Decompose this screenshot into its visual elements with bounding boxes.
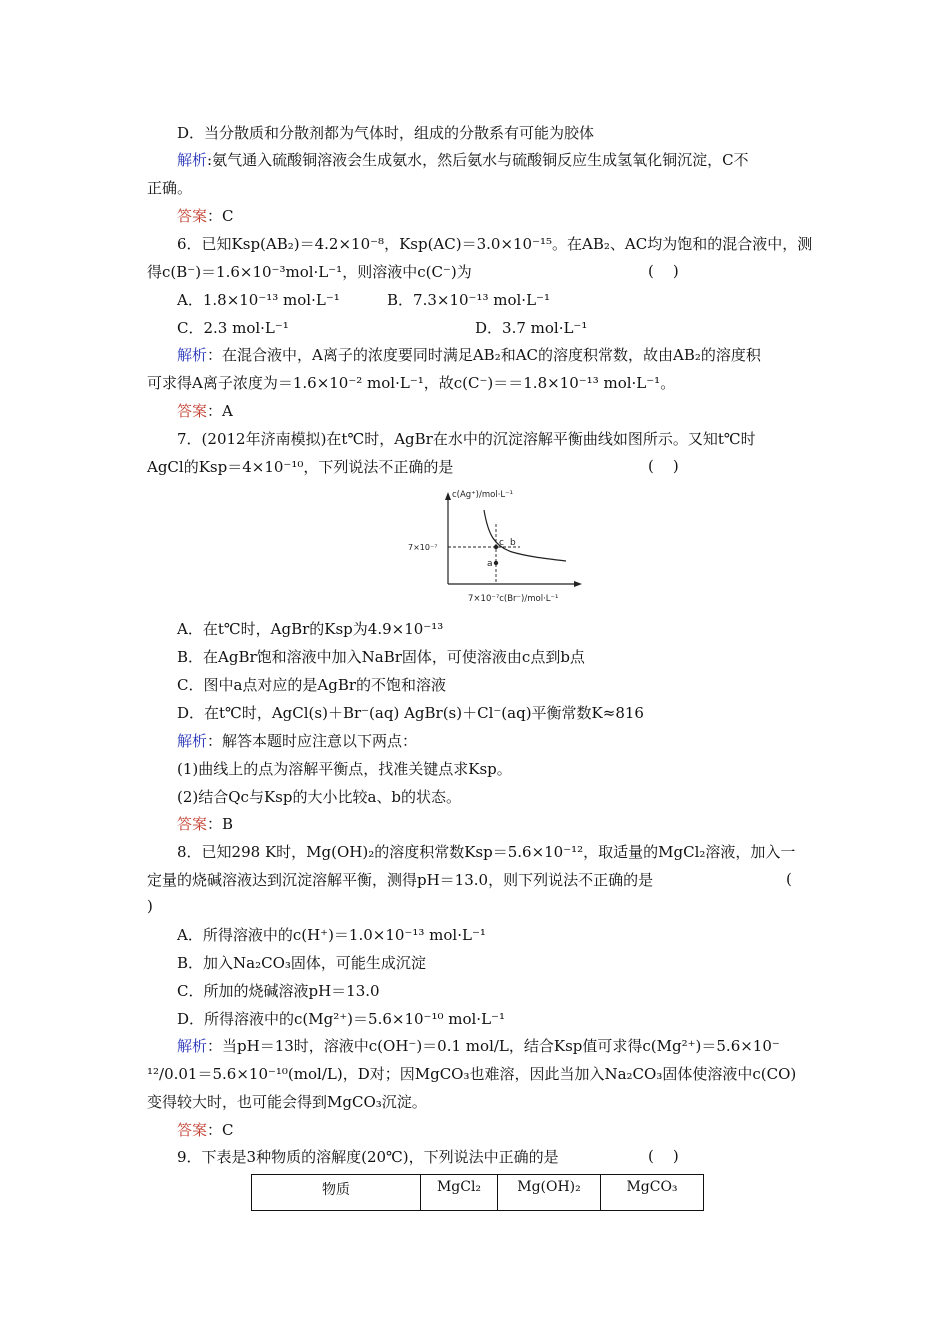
q6-option-c: C．2.3 mol·L⁻¹ bbox=[177, 319, 289, 337]
agbr-solubility-curve-figure bbox=[400, 484, 590, 608]
q6-option-b: B．7.3×10⁻¹³ mol·L⁻¹ bbox=[387, 291, 550, 309]
q8-option-c: C．所加的烧碱溶液pH＝13.0 bbox=[177, 982, 380, 1000]
point-b-label: b bbox=[510, 538, 516, 548]
q8-stem-line2: 定量的烧碱溶液达到沉淀溶解平衡，测得pH＝13.0，则下列说法不正确的是 bbox=[147, 871, 654, 889]
analysis-label: 解析 bbox=[177, 346, 208, 364]
analysis-label: 解析 bbox=[177, 151, 208, 169]
q8-stem-line1: 8．已知298 K时，Mg(OH)₂的溶度积常数Ksp＝5.6×10⁻¹²，取适量的MgCl₂溶液，加入一 bbox=[177, 843, 796, 861]
q8-analysis-line1: 解析：当pH＝13时，溶液中c(OH⁻)＝0.1 mol/L，结合Ksp值可求得c(Mg²⁺)＝5.6×10⁻ bbox=[177, 1037, 780, 1055]
table-header-row bbox=[252, 1175, 704, 1211]
q8-answer-paren-close: ) bbox=[147, 897, 153, 915]
q7-analysis-line1: 解析：解答本题时应注意以下两点： bbox=[177, 732, 418, 750]
answer-label: 答案 bbox=[177, 207, 208, 225]
point-c-label: c bbox=[499, 538, 504, 548]
q7-answer: 答案：B bbox=[177, 815, 234, 833]
y-tick-label: 7×10⁻⁷ bbox=[408, 543, 438, 552]
table-header-cell: Mg(OH)₂ bbox=[498, 1175, 601, 1211]
q7-stem-line1: 7．(2012年济南模拟)在t℃时，AgBr在水中的沉淀溶解平衡曲线如图所示。又知t℃时 bbox=[177, 430, 756, 448]
answer-label: 答案 bbox=[177, 1121, 208, 1139]
x-axis-arrow bbox=[574, 581, 582, 587]
analysis-label: 解析 bbox=[177, 732, 208, 750]
y-axis-arrow bbox=[445, 492, 451, 500]
q8-answer-paren-open: ( bbox=[786, 870, 792, 888]
table-header-cell: MgCl₂ bbox=[421, 1175, 498, 1211]
q7-option-a: A．在t℃时，AgBr的Ksp为4.9×10⁻¹³ bbox=[177, 620, 444, 638]
q8-option-b: B．加入Na₂CO₃固体，可能生成沉淀 bbox=[177, 954, 426, 972]
q9-answer-paren: ( ) bbox=[648, 1147, 679, 1165]
q9-stem: 9．下表是3种物质的溶解度(20℃)，下列说法中正确的是 bbox=[177, 1148, 559, 1166]
q7-analysis-line2: (1)曲线上的点为溶解平衡点，找准关键点求Ksp。 bbox=[177, 760, 512, 778]
x-axis-label: 7×10⁻⁷c(Br⁻)/mol·L⁻¹ bbox=[468, 594, 559, 604]
q5-answer: 答案：C bbox=[177, 207, 234, 225]
table-header-cell: 物质 bbox=[252, 1175, 421, 1211]
q6-answer-paren: ( ) bbox=[648, 262, 679, 280]
q6-option-d: D．3.7 mol·L⁻¹ bbox=[475, 319, 588, 337]
point-a bbox=[494, 561, 498, 565]
point-c bbox=[494, 545, 498, 549]
q7-option-b: B．在AgBr饱和溶液中加入NaBr固体，可使溶液由c点到b点 bbox=[177, 648, 585, 666]
q5-analysis-line2: 正确。 bbox=[147, 179, 193, 197]
y-axis-label: c(Ag⁺)/mol·L⁻¹ bbox=[452, 490, 514, 500]
q6-stem-line1: 6．已知Ksp(AB₂)＝4.2×10⁻⁸，Ksp(AC)＝3.0×10⁻¹⁵。在AB₂、AC均为饱和的混合液中，测 bbox=[177, 235, 813, 253]
q7-stem-line2: AgCl的Ksp＝4×10⁻¹⁰，下列说法不正确的是 bbox=[147, 458, 454, 476]
q8-analysis-line3: 变得较大时，也可能会得到MgCO₃沉淀。 bbox=[147, 1093, 427, 1111]
q8-option-a: A．所得溶液中的c(H⁺)＝1.0×10⁻¹³ mol·L⁻¹ bbox=[177, 926, 486, 944]
q7-option-c: C．图中a点对应的是AgBr的不饱和溶液 bbox=[177, 676, 447, 694]
table-header-cell: MgCO₃ bbox=[601, 1175, 704, 1211]
q8-analysis-line2: ¹²/0.01＝5.6×10⁻¹⁰(mol/L)，D对；因MgCO₃也难溶，因此当加入Na₂CO₃固体使溶液中c(CO) bbox=[147, 1065, 797, 1083]
q7-answer-paren: ( ) bbox=[648, 457, 679, 475]
q6-analysis-line2: 可求得A离子浓度为＝1.6×10⁻² mol·L⁻¹，故c(C⁻)＝＝1.8×10⁻¹³ mol·L⁻¹。 bbox=[147, 374, 676, 392]
solubility-table bbox=[251, 1174, 704, 1211]
point-a-label: a bbox=[487, 559, 493, 569]
q6-analysis-line1: 解析：在混合液中，A离子的浓度要同时满足AB₂和AC的溶度积常数，故由AB₂的溶度积 bbox=[177, 346, 761, 364]
analysis-label: 解析 bbox=[177, 1037, 208, 1055]
q6-option-a: A．1.8×10⁻¹³ mol·L⁻¹ bbox=[177, 291, 340, 309]
q5-analysis-line1: 解析:氨气通入硫酸铜溶液会生成氨水，然后氨水与硫酸铜反应生成氢氧化铜沉淀，C不 bbox=[177, 151, 749, 169]
answer-label: 答案 bbox=[177, 815, 208, 833]
q8-option-d: D．所得溶液中的c(Mg²⁺)＝5.6×10⁻¹⁰ mol·L⁻¹ bbox=[177, 1010, 505, 1028]
answer-label: 答案 bbox=[177, 402, 208, 420]
q8-answer: 答案：C bbox=[177, 1121, 234, 1139]
q7-option-d: D．在t℃时，AgCl(s)＋Br⁻(aq) AgBr(s)＋Cl⁻(aq)平衡常数K≈816 bbox=[177, 704, 644, 722]
q7-analysis-line3: (2)结合Qc与Ksp的大小比较a、b的状态。 bbox=[177, 788, 461, 806]
q6-stem-line2: 得c(B⁻)＝1.6×10⁻³mol·L⁻¹，则溶液中c(C⁻)为 bbox=[147, 263, 472, 281]
q6-answer: 答案：A bbox=[177, 402, 233, 420]
q5-option-d: D．当分散质和分散剂都为气体时，组成的分散系有可能为胶体 bbox=[177, 124, 595, 142]
